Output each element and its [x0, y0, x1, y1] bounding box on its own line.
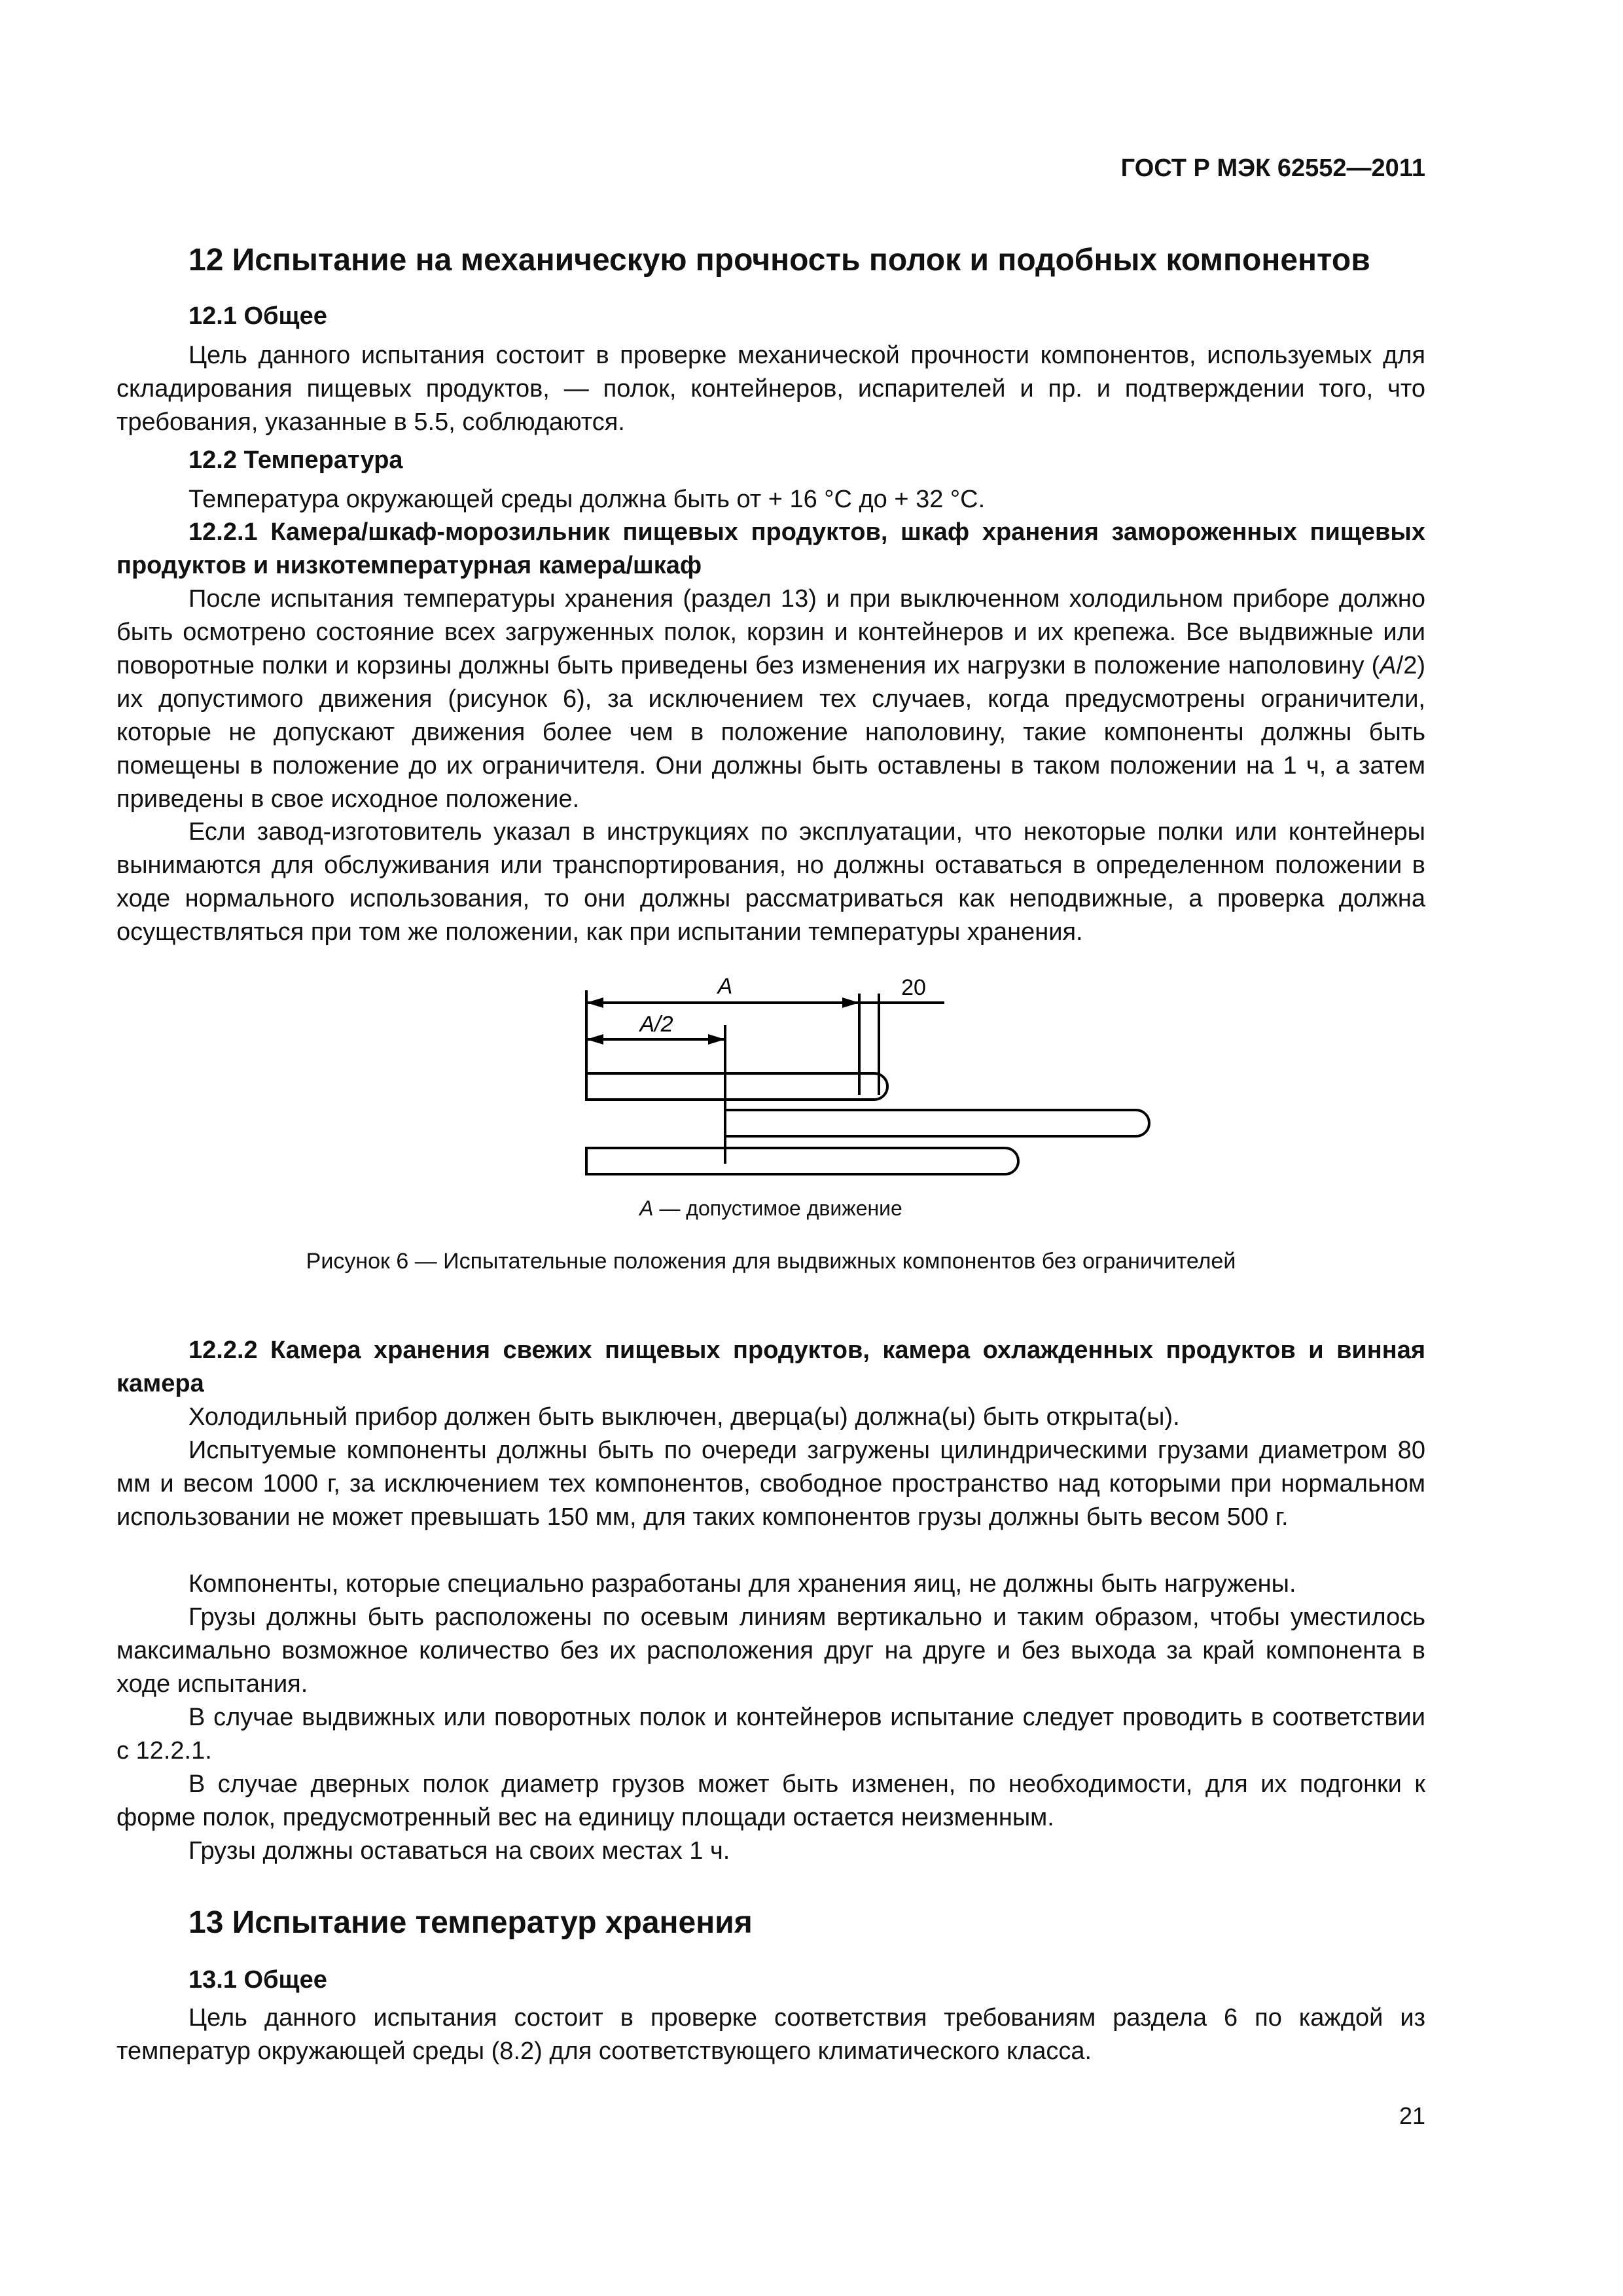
legend-text: — допустимое движение [653, 1196, 902, 1220]
shelf-middle [725, 1110, 1149, 1136]
paragraph-text: /2) их допустимого движения (рисунок 6), за исключением тех случаев, когда предусмотрены ограничители, которые не допускают движения более чем в положение наполовину, такие компоненты должны быть помещены в положение до их ограничителя. Они должны быть оставлены в таком положении на 1 ч, а затем приведены в свое исходное положение. [116, 652, 1425, 813]
section-12-2-2-paragraph-5: В случае выдвижных или поворотных полок и контейнеров испытание следует проводить в соответствии с 12.2.1. [116, 1704, 1425, 1765]
section-12-2-1-title: 12.2.1 Камера/шкаф-морозильник пищевых продуктов, шкаф хранения замороженных пищевых продуктов и низкотемпературная камера/шкаф [116, 518, 1425, 579]
arrow-a-half-left [586, 1034, 603, 1045]
section-12-2-2-paragraph-4: Грузы должны быть расположены по осевым линиям вертикально и таким образом, чтобы уместилось максимально возможное количество без их расположения друг на друге и без выхода за край компонента в ходе испытания. [116, 1604, 1425, 1698]
legend-variable: A [639, 1196, 654, 1220]
section-12-2-2-paragraph-3: Компоненты, которые специально разработаны для хранения яиц, не должны быть нагружены. [188, 1570, 1296, 1598]
section-12-2-2-title: 12.2.2 Камера хранения свежих пищевых продуктов, камера охлажденных продуктов и винная камера [116, 1336, 1425, 1397]
section-13-title: 13 Испытание температур хранения [188, 1905, 753, 1940]
section-12-1-title: 12.1 Общее [188, 302, 327, 330]
variable-a: A [1380, 652, 1397, 679]
paragraph-text: После испытания температуры хранения (раздел 13) и при выключенном холодильном приборе должно быть осмотрено состояние всех загруженных полок, корзин и контейнеров и их крепежа. Все выдвижные или поворотные полки и корзины должны быть приведены без изменения их нагрузки в положение наполовину ( [116, 585, 1425, 679]
section-13-1-title: 13.1 Общее [188, 1966, 327, 1994]
section-12-2-2-paragraph-7: Грузы должны оставаться на своих местах 1 ч. [188, 1837, 730, 1865]
arrow-a-right [842, 997, 859, 1008]
shelf-bottom [586, 1148, 1018, 1174]
figure-6-caption: Рисунок 6 — Испытательные положения для выдвижных компонентов без ограничителей [306, 1249, 1236, 1274]
section-12-2-paragraph: Температура окружающей среды должна быть от + 16 °С до + 32 °С. [188, 486, 986, 513]
label-a: A [717, 974, 733, 999]
page-number: 21 [1399, 2102, 1425, 2129]
section-13-1-paragraph: Цель данного испытания состоит в проверке соответствия требованиям раздела 6 по каждой из температур окружающей среды (8.2) для соответствующего климатического класса. [116, 2004, 1425, 2065]
arrow-a-left [586, 997, 603, 1008]
section-12-title: 12 Испытание на механическую прочность полок и подобных компонентов [188, 243, 1370, 278]
document-page [116, 0, 1425, 2296]
section-12-2-2-paragraph-1: Холодильный прибор должен быть выключен, дверца(ы) должна(ы) быть открыта(ы). [188, 1403, 1180, 1431]
section-12-2-1-paragraph-1 [116, 583, 1425, 816]
section-12-2-2-paragraph-2: Испытуемые компоненты должны быть по очереди загружены цилиндрическими грузами диаметром 80 мм и весом 1000 г, за исключением тех компонентов, свободное пространство над которыми при нормальном использовании не может превышать 150 мм, для таких компонентов грузы должны быть весом 500 г. [116, 1437, 1425, 1531]
section-12-2-1-paragraph-2: Если завод-изготовитель указал в инструкциях по эксплуатации, что некоторые полки или контейнеры вынимаются для обслуживания или транспортирования, но должны оставаться в определенном положении в ходе нормального использования, то они должны рассматриваться как неподвижные, а проверка должна осуществляться при том же положении, как при испытании температуры хранения. [116, 818, 1425, 946]
figure-6-legend [116, 1196, 1425, 1221]
standard-header: ГОСТ Р МЭК 62552—2011 [1120, 154, 1425, 182]
section-12-1-paragraph: Цель данного испытания состоит в проверке механической прочности компонентов, используемых для складирования пищевых продуктов, — полок, контейнеров, испарителей и пр. и подтверждении того, что требования, указанные в 5.5, соблюдаются. [116, 342, 1425, 436]
label-a-half: A/2 [639, 1012, 673, 1037]
section-12-2-title: 12.2 Температура [188, 446, 403, 474]
section-12-2-2-paragraph-6: В случае дверных полок диаметр грузов может быть изменен, по необходимости, для их подгонки к форме полок, предусмотренный вес на единицу площади остается неизменным. [116, 1770, 1425, 1831]
figure-6-drawing [470, 974, 1242, 1190]
label-20: 20 [901, 975, 926, 1000]
arrow-a-half-right [708, 1034, 725, 1045]
shelf-top [586, 1073, 887, 1100]
